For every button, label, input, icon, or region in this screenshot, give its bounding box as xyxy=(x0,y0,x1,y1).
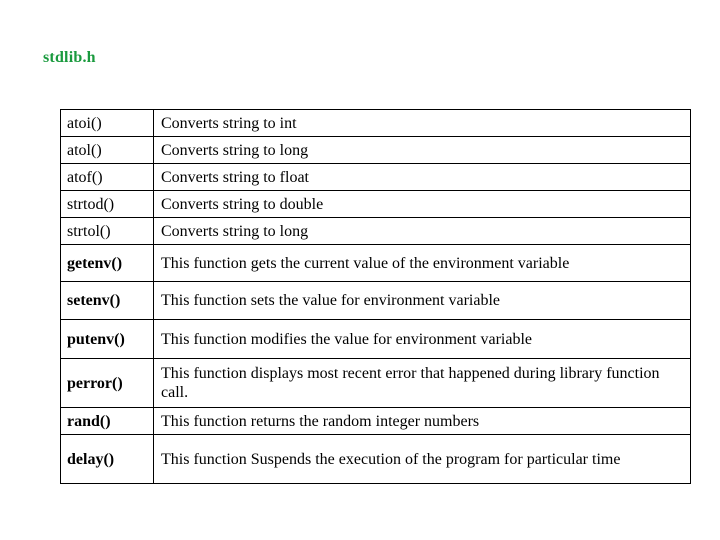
function-description: This function modifies the value for environment variable xyxy=(154,320,691,359)
table-row xyxy=(61,435,691,484)
table-row xyxy=(61,218,691,245)
table-row xyxy=(61,320,691,359)
function-description: This function returns the random integer numbers xyxy=(154,408,691,435)
function-name: strtol() xyxy=(61,218,154,245)
function-name: atof() xyxy=(61,164,154,191)
table-row xyxy=(61,110,691,137)
table-row xyxy=(61,282,691,320)
function-table xyxy=(60,109,691,484)
function-name: perror() xyxy=(61,359,154,408)
table-row xyxy=(61,359,691,408)
function-name: atol() xyxy=(61,137,154,164)
function-description: This function gets the current value of the environment variable xyxy=(154,245,691,282)
table-row xyxy=(61,137,691,164)
function-name: setenv() xyxy=(61,282,154,320)
table-row xyxy=(61,191,691,218)
function-name: strtod() xyxy=(61,191,154,218)
function-description: This function sets the value for environment variable xyxy=(154,282,691,320)
page-title: stdlib.h xyxy=(43,49,96,66)
table-row xyxy=(61,245,691,282)
function-name: atoi() xyxy=(61,110,154,137)
function-description: Converts string to long xyxy=(154,218,691,245)
table-row xyxy=(61,408,691,435)
function-description: Converts string to int xyxy=(154,110,691,137)
function-name: rand() xyxy=(61,408,154,435)
function-name: getenv() xyxy=(61,245,154,282)
function-description: Converts string to float xyxy=(154,164,691,191)
function-name: putenv() xyxy=(61,320,154,359)
function-description: This function Suspends the execution of the program for particular time xyxy=(154,435,691,484)
function-description: Converts string to long xyxy=(154,137,691,164)
function-name: delay() xyxy=(61,435,154,484)
function-description: Converts string to double xyxy=(154,191,691,218)
table-row xyxy=(61,164,691,191)
function-description: This function displays most recent error that happened during library function call. xyxy=(154,359,691,408)
